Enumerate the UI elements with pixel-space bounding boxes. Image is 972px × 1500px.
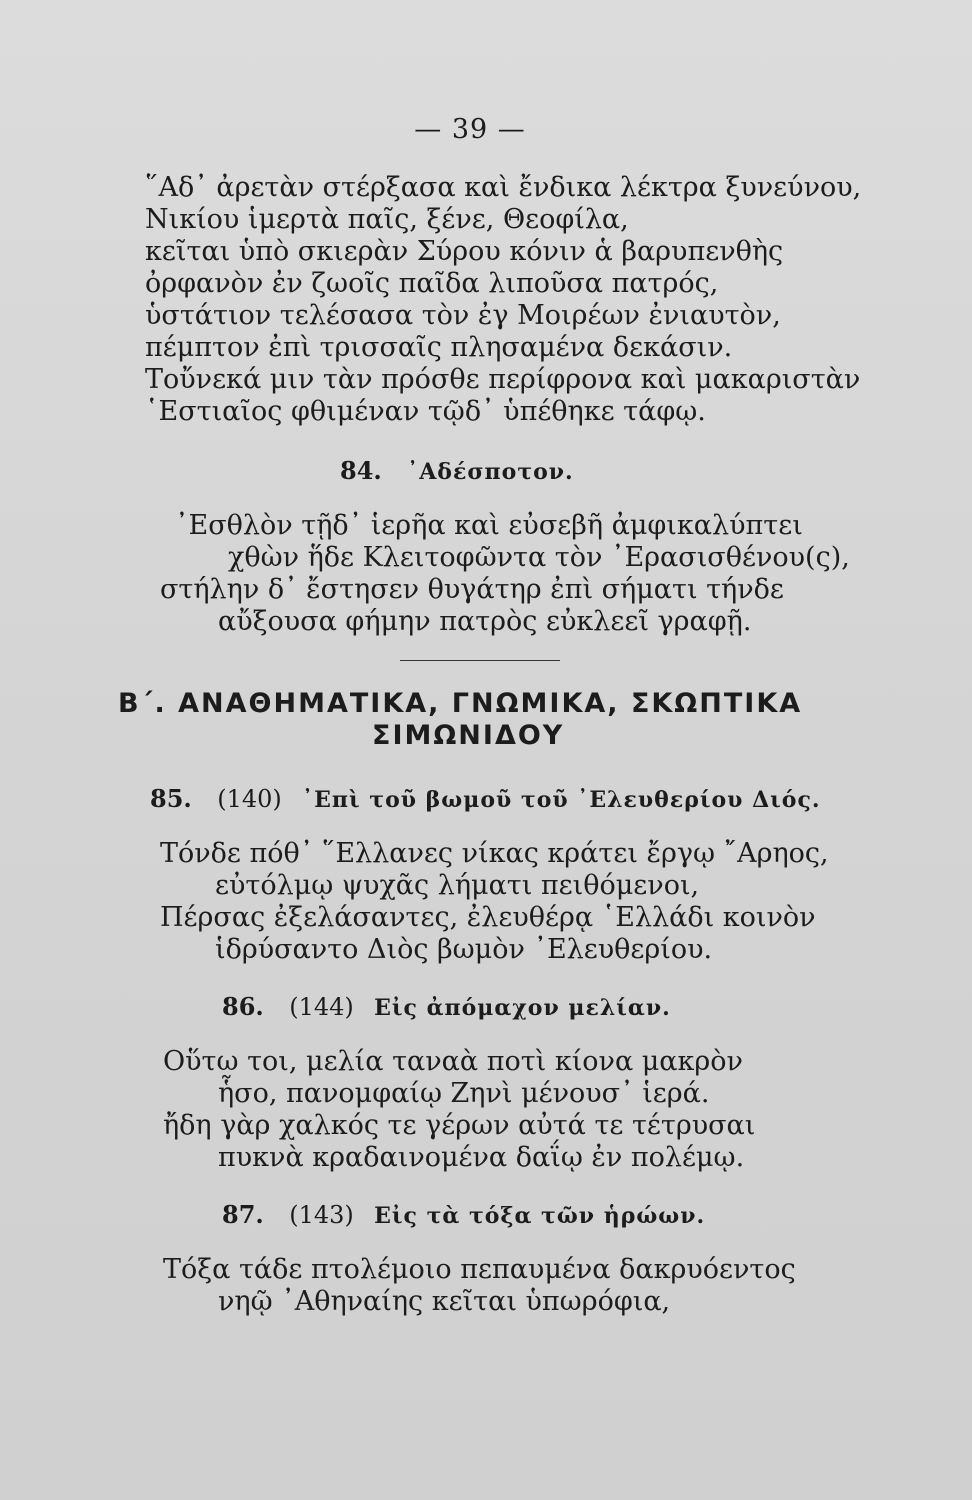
- poem-number: 85.: [150, 784, 192, 813]
- poem-title: ᾿Αδέσποτον.: [407, 459, 574, 485]
- poem-line: ἧσο, πανομφαίῳ Ζηνὶ μένουσ᾿ ἱερά.: [218, 1078, 710, 1109]
- poem-line: αὔξουσα φήμην πατρὸς εὐκλεεῖ γραφῇ.: [218, 606, 752, 637]
- heading-84: [340, 456, 574, 485]
- poem-number: 84.: [340, 456, 382, 485]
- poem-reference: (143): [289, 1201, 354, 1229]
- poem-line: Πέρσας ἐξελάσαντες, ἐλευθέρᾳ ῾Ελλάδι κοινὸν: [160, 902, 816, 933]
- poem-line: εὐτόλμῳ ψυχᾶς λήματι πειθόμενοι,: [215, 870, 700, 901]
- poem-line: ῞Αδ᾿ ἀρετὰν στέρξασα καὶ ἔνδικα λέκτρα ξυνεύνου,: [145, 172, 862, 203]
- poem-line: ἤδη γὰρ χαλκός τε γέρων αὐτά τε τέτρυσαι: [163, 1110, 756, 1141]
- section-divider: [400, 660, 560, 661]
- poem-line: πέμπτον ἐπὶ τρισσαῖς πλησαμένα δεκάσιν.: [145, 332, 733, 363]
- poem-line: πυκνὰ κραδαινομένα δαΐῳ ἐν πολέμῳ.: [218, 1142, 745, 1173]
- section-subtitle: ΣΙΜΩΝΙΔΟΥ: [372, 720, 565, 751]
- poem-reference: (140): [217, 785, 282, 813]
- poem-title: Εἰς ἀπόμαχον μελίαν.: [374, 995, 671, 1021]
- poem-line: Νικίου ἱμερτὰ παῖς, ξένε, Θεοφίλα,: [145, 204, 629, 235]
- poem-line: στήλην δ᾿ ἔστησεν θυγάτηρ ἐπὶ σήματι τήνδε: [160, 574, 784, 605]
- poem-line: Τοὔνεκά μιν τὰν πρόσθε περίφρονα καὶ μακαριστὰν: [145, 364, 861, 395]
- heading-86: [222, 992, 671, 1021]
- poem-line: Τόνδε πόθ᾿ ῞Ελλανες νίκας κράτει ἔργῳ ῎Αρηος,: [160, 838, 829, 869]
- poem-number: 86.: [222, 992, 264, 1021]
- poem-line: ᾿Εσθλὸν τῇδ᾿ ἱερῆα καὶ εὐσεβῆ ἀμφικαλύπτει: [175, 510, 803, 541]
- poem-title: ᾿Επὶ τοῦ βωμοῦ τοῦ ᾿Ελευθερίου Διός.: [302, 787, 821, 813]
- poem-number: 87.: [222, 1200, 264, 1229]
- poem-line: χθὼν ἥδε Κλειτοφῶντα τὸν ᾿Ερασισθένου(ς),: [228, 542, 850, 573]
- poem-line: ῾Εστιαῖος φθιμέναν τῷδ᾿ ὑπέθηκε τάφῳ.: [145, 396, 706, 427]
- poem-line: νηῷ ᾿Αθηναίης κεῖται ὑπωρόφια,: [218, 1286, 671, 1317]
- heading-87: [222, 1200, 705, 1229]
- heading-85: [150, 784, 821, 813]
- poem-line: Οὕτω τοι, μελία ταναὰ ποτὶ κίονα μακρὸν: [163, 1046, 743, 1077]
- section-title: Β΄. ΑΝΑΘΗΜΑΤΙΚΑ, ΓΝΩΜΙΚΑ, ΣΚΩΠΤΙΚΑ: [118, 688, 803, 719]
- poem-title: Εἰς τὰ τόξα τῶν ἡρώων.: [374, 1203, 706, 1229]
- poem-line: κεῖται ὑπὸ σκιερὰν Σύρου κόνιν ἁ βαρυπενθὴς: [145, 236, 784, 267]
- poem-reference: (144): [289, 993, 354, 1021]
- poem-line: ἱδρύσαντο Διὸς βωμὸν ᾿Ελευθερίου.: [215, 934, 713, 965]
- poem-line: Τόξα τάδε πτολέμοιο πεπαυμένα δακρυόεντος: [163, 1254, 796, 1285]
- poem-line: ὑστάτιον τελέσασα τὸν ἐγ Μοιρέων ἐνιαυτὸν,: [145, 300, 781, 331]
- page-number: — 39 —: [414, 114, 526, 145]
- poem-line: ὀρφανὸν ἐν ζωοῖς παῖδα λιποῦσα πατρός,: [145, 268, 719, 299]
